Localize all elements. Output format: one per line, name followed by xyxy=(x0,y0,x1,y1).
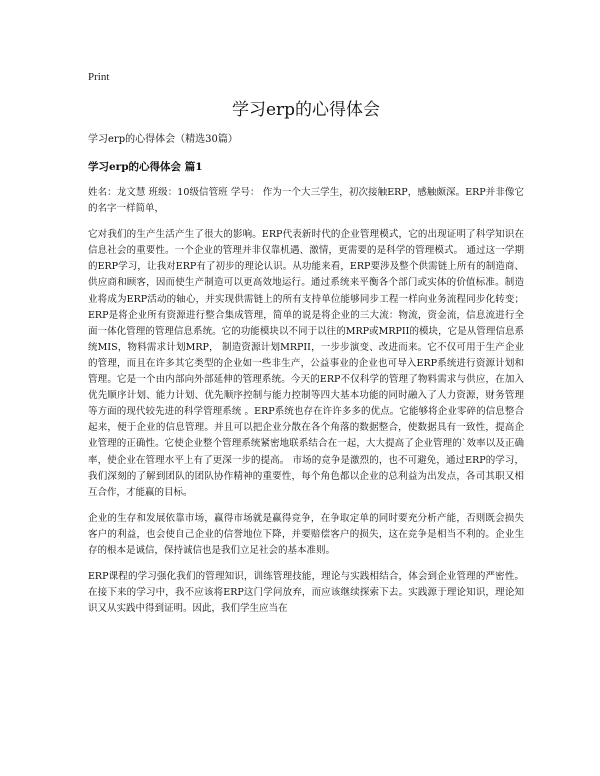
paragraph-course: ERP课程的学习强化我们的管理知识，训练管理技能，理论与实践相结合，体会到企业管理的严密性。在接下来的学习中，我不应该将ERP这门学问放弃，而应该继续探索下去。实践源于理论知识，理论知识又从实践中得到证明。因此，我们学生应当在 xyxy=(88,571,524,615)
paragraph-intro: 姓名：龙文慧 班级：10级信管班 学号： 作为一个大三学生，初次接触ERP，感触颇深。ERP并非像它的名字一样简单， xyxy=(88,187,524,215)
document-title: 学习erp的心得体会 xyxy=(231,100,381,120)
paragraph-market: 企业的生存和发展依靠市场，赢得市场就是赢得竞争，在争取定单的同时要充分析产能，否则既会损失客户的利益，也会使自己企业的信誉地位下降，并要赔偿客户的损失，这在竞争是相当不利的。企业生存的根本是诚信，保持诚信也是我们立足社会的基本准则。 xyxy=(88,512,524,556)
section-heading: 学习erp的心得体会 篇1 xyxy=(88,161,203,173)
paragraph-body: 它对我们的生产生活产生了很大的影响。ERP代表新时代的企业管理模式，它的出现证明了科学知识在信息社会的重要性。一个企业的管理并非仅靠机遇、激情，更需要的是科学的管理模式。 通过这一学期的ERP学习，让我对ERP有了初步的理论认识。从功能来看，ERP要涉及整个供需链上所有的制造商、供应商和顾客，因而使生产制造可以更高效地运行。通过系统来平衡各个部门或实体的价值标准。制造业将成为ERP活动的轴心，并实现供需链上的所有支持单位能够同步工程一样向业务流程同步化转变； ERP是将企业所有资源进行整合集成管理，简单的说是将企业的三大流：物流，资金流，信息流进行全面一体化管理的管理信息系统。它的功能模块以不同于以往的MRP或MRPII的模块，它是从管理信息系统MIS，物料需求计划MRP， 制造资源计划MRPII，一步步演变、改进而来。它不仅可用于生产企业的管理，而且在许多其它类型的企业如一些非生产，公益事业的企业也可导入ERP系统进行资源计划和管理。它是一个由内部向外部延伸的管理系统。今天的ERP不仅科学的管理了物料需求与供应，在加入优先顺序计划、能力计划、优先顺序控制与能力控制等四大基本功能的同时融入了人力资源，财务管理等方面的现代较先进的科学管理系统 。ERP系统也存在许许多多的优点。它能够将企业零碎的信息整合起来，便于企业的信息管理。并且可以把企业分散在各个角落的数据整合，使数据具有一致性，提高企业管理的正确性。它使企业整个管理系统紧密地联系结合在一起，大大提高了企业管理的`效率以及正确率，使企业在管理水平上有了更深一步的提高。 市场的竞争是激烈的，也不可避免，通过ERP的学习，我们深刻的了解到团队的团队协作精神的重要性，每个角色都以企业的总利益为出发点，各司其职又相互合作，才能赢的目标。 xyxy=(88,229,524,498)
print-link[interactable]: Print xyxy=(88,71,110,83)
document-subtitle: 学习erp的心得体会（精选30篇） xyxy=(88,134,238,145)
document-page xyxy=(88,70,524,627)
